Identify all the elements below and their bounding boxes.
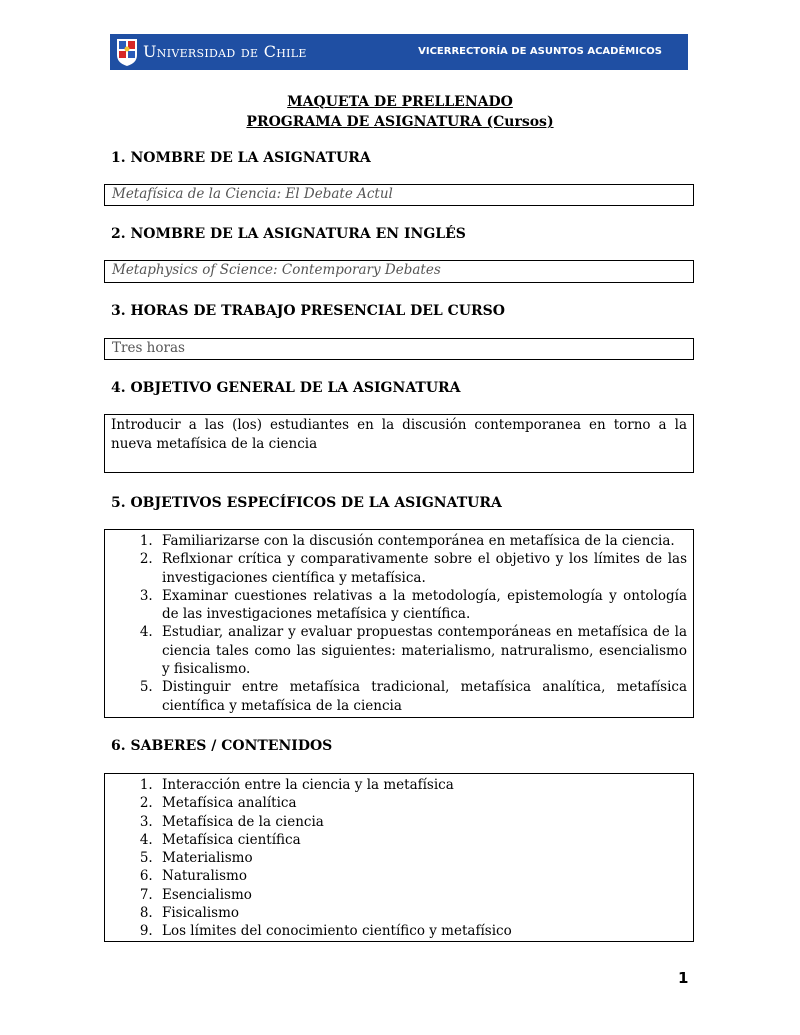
list-item: 5. Distinguir entre metafísica tradicional, metafísica analítica, metafísica científica y metafísica de la ciencia: [157, 678, 687, 715]
section-2-heading: 2. NOMBRE DE LA ASIGNATURA EN INGLÉS: [111, 226, 466, 242]
section-3-heading: 3. HORAS DE TRABAJO PRESENCIAL DEL CURSO: [111, 303, 505, 319]
list-item: 5. Materialismo: [157, 849, 687, 867]
list-item: 6. Naturalismo: [157, 867, 687, 885]
header-banner: [110, 34, 688, 70]
hours-value: Tres horas: [112, 340, 185, 356]
section-3-box: [104, 338, 694, 360]
page-number: 1: [678, 969, 689, 987]
list-item: 2. Reflxionar crítica y comparativamente sobre el objetivo y los límites de las investigaciones científica y metafísica.: [157, 550, 687, 587]
office-name: VICERRECTORÍA DE ASUNTOS ACADÉMICOS: [418, 46, 662, 57]
section-6-box: [104, 773, 694, 942]
specific-objectives-list: [105, 530, 693, 715]
general-objective-text: Introducir a las (los) estudiantes en la discusión contemporanea en torno a la nueva metafísica de la ciencia: [111, 417, 687, 452]
section-6-heading: 6. SABERES / CONTENIDOS: [111, 738, 333, 754]
list-item: 2. Metafísica analítica: [157, 794, 687, 812]
list-item: 1. Interacción entre la ciencia y la metafísica: [157, 776, 687, 794]
contents-list: [105, 774, 693, 941]
list-item: 3. Examinar cuestiones relativas a la metodología, epistemología y ontología de las investigaciones metafísica y científica.: [157, 587, 687, 624]
list-item: 4. Estudiar, analizar y evaluar propuestas contemporáneas en metafísica de la ciencia tales como las siguientes: materialismo, natruralismo, esencialismo y fisicalismo.: [157, 623, 687, 678]
list-item: 3. Metafísica de la ciencia: [157, 813, 687, 831]
course-name-english-value: Metaphysics of Science: Contemporary Debates: [112, 262, 441, 278]
list-item: 8. Fisicalismo: [157, 904, 687, 922]
list-item: 1. Familiarizarse con la discusión contemporánea en metafísica de la ciencia.: [157, 532, 687, 550]
course-name-value: Metafísica de la Ciencia: El Debate Actul: [112, 186, 393, 202]
section-4-heading: 4. OBJETIVO GENERAL DE LA ASIGNATURA: [111, 380, 461, 396]
document-subtitle: PROGRAMA DE ASIGNATURA (Cursos): [246, 114, 554, 130]
university-name: Universidad de Chile: [143, 42, 307, 61]
section-1-heading: 1. NOMBRE DE LA ASIGNATURA: [111, 150, 371, 166]
section-5-box: [104, 529, 694, 718]
section-2-box: [104, 260, 694, 283]
section-4-box: [104, 414, 694, 473]
list-item: 9. Los límites del conocimiento científico y metafísico: [157, 922, 687, 940]
section-1-box: [104, 184, 694, 206]
list-item: 4. Metafísica científica: [157, 831, 687, 849]
section-5-heading: 5. OBJETIVOS ESPECÍFICOS DE LA ASIGNATURA: [111, 495, 502, 511]
university-crest-icon: [115, 37, 139, 67]
document-title: MAQUETA DE PRELLENADO: [287, 94, 513, 110]
list-item: 7. Esencialismo: [157, 886, 687, 904]
